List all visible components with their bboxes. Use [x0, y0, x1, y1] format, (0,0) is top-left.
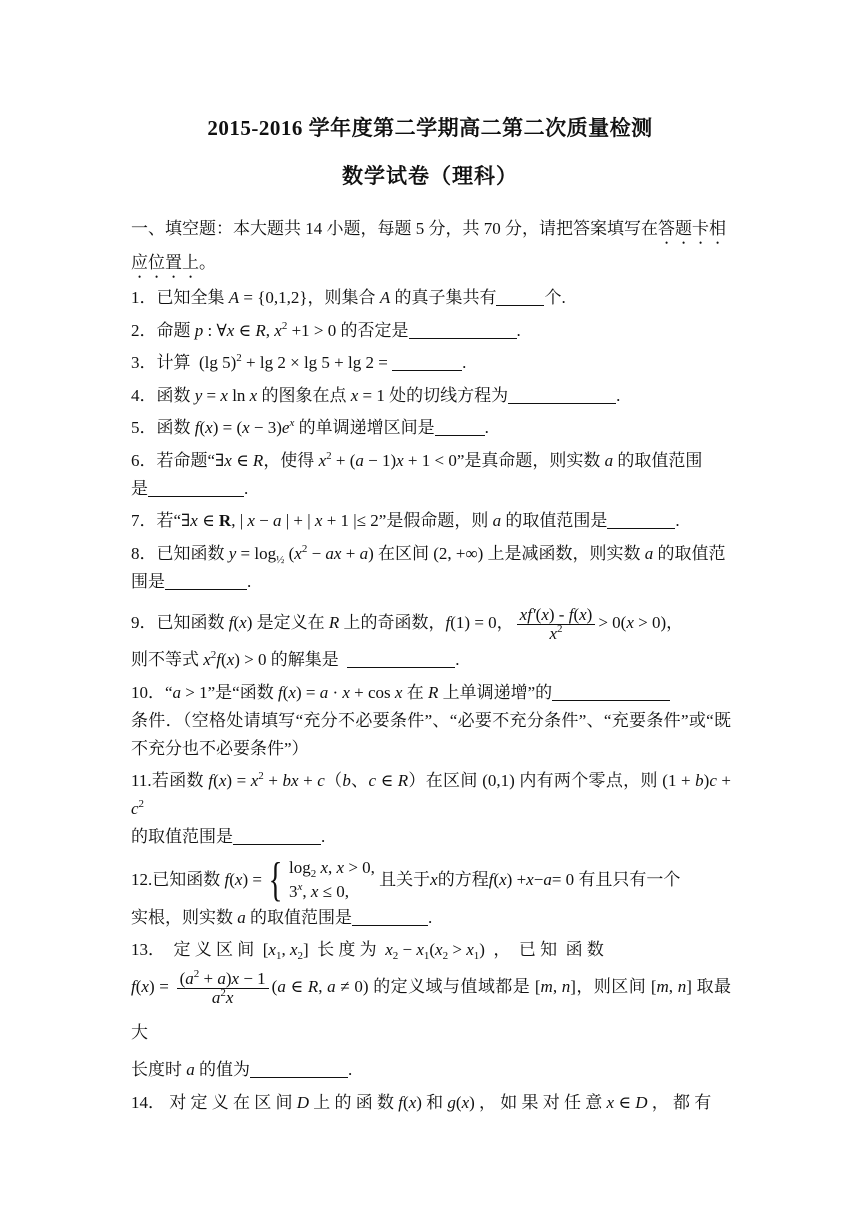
answer-blank[interactable]: [496, 287, 544, 306]
answer-blank[interactable]: [233, 826, 321, 845]
emphasis-text: 应位置上: [131, 253, 199, 272]
fraction: $\frac{xf'(x) - f(x)}{x^2}$: [517, 606, 596, 643]
answer-blank[interactable]: [352, 907, 428, 926]
question-4: 4．函数 y = x ln x 的图象在点 x = 1 处的切线方程为 .: [131, 385, 621, 405]
question-9: 9．已知函数 f(x) 是定义在 R 上的奇函数，f(1) = 0， $\frac{xf'(x) - f(x)}{x^2}$ > 0(x > 0)， 则不等式 $x^2f(x) > 0$ 的解集是 .: [131, 604, 684, 669]
question-1: 1．已知全集 A = {0,1,2}，则集合 A 的真子集共有 个.: [131, 288, 566, 307]
exam-title: 2015-2016 学年度第二学期高二第二次质量检测: [207, 116, 653, 140]
answer-blank[interactable]: [250, 1059, 348, 1078]
answer-blank[interactable]: [392, 352, 462, 371]
question-list: [131, 214, 731, 1121]
exam-subtitle: 数学试卷（理科）: [342, 164, 518, 188]
fraction: $\frac{(a^2 + a)x - 1}{a^2x}$: [177, 970, 269, 1007]
answer-blank[interactable]: [148, 478, 244, 497]
question-12: 12. 已知函数 f ( x ) = { $\log_2 x$, x > 0, 3$^x$, x ≤ 0, 且关于 x 的方程 f ( x ) + x − a = 0 有且只有一个 实根，则实数 a 的取值范围是 .: [131, 852, 681, 927]
question-10: 10．“a > 1”是“函数 f(x) = a · x + cos x 在 R 上单调递增”的 条件．（空格处请填写“充分不必要条件”、“必要不充分条件”、“充要条件”或“既不充分也不必要条件”）: [131, 682, 731, 758]
question-3: 3．计算 (lg 5)$^2$ + lg 2 × lg 5 + lg 2 = .: [131, 352, 467, 372]
section-instructions: 一、填空题：本大题共 14 小题，每题 5 分，共 70 分，请把答案填写在答题卡相 应位置上。: [131, 219, 726, 272]
answer-blank[interactable]: [607, 510, 675, 529]
question-11: 11.若函数 $f(x) = x^2$ + bx + c（b、c ∈ R）在区间 (0,1) 内有两个零点，则 $(1 + b)c + c^2$ 的取值范围是 .: [131, 770, 732, 846]
question-8: 8．已知函数 $y = \log_{\frac{1}{2}} (x^2$ − ax + a) 在区间 (2, +∞) 上是减函数，则实数 a 的取值范 围是 .: [131, 542, 726, 591]
answer-blank[interactable]: [552, 682, 670, 701]
question-7: 7．若“∃x ∈ R, | x − a | + | x + 1 |≤ 2”是假命题，则 a 的取值范围是 .: [131, 511, 680, 530]
answer-blank[interactable]: [165, 571, 247, 590]
question-5: 5．函数 $f(x) = (x - 3)e^x$ 的单调递增区间是 .: [131, 417, 489, 437]
answer-blank[interactable]: [347, 649, 455, 668]
question-13: 13． 定 义 区 间 [$x_1$, $x_2$] 长 度 为 $x_2 - x_1(x_2 > x_1)$ ， 已 知 函 数 f(x) = $\frac{(a^2 + a)x - 1}{a^2x}$ (a ∈ R, a ≠ 0) 的定义域与值域都是 [m, n]，则区间 [m, n] 取最大 长度时 a 的值为 .: [131, 940, 732, 1079]
answer-blank[interactable]: [435, 417, 485, 436]
piecewise-cases: $\log_2 x$, x > 0, 3$^x$, x ≤ 0,: [289, 857, 375, 901]
question-6: 6．若命题“∃x ∈ R，使得 $x^2 + (a - 1)x + 1 < 0$”是真命题，则实数 a 的取值范围 是 .: [131, 449, 703, 498]
emphasis-text: 答题卡相: [658, 219, 726, 238]
answer-blank[interactable]: [508, 385, 616, 404]
answer-blank[interactable]: [409, 320, 517, 339]
question-14: 14． 对 定 义 在 区 间 D 上 的 函 数 f(x) 和 g(x) ， 如 果 对 任 意 x ∈ D ， 都 有: [131, 1092, 712, 1112]
question-2: 2．命题 p : ∀x ∈ R, $x^2 +1 > 0$ 的否定是 .: [131, 319, 521, 340]
left-brace: {: [268, 852, 283, 906]
